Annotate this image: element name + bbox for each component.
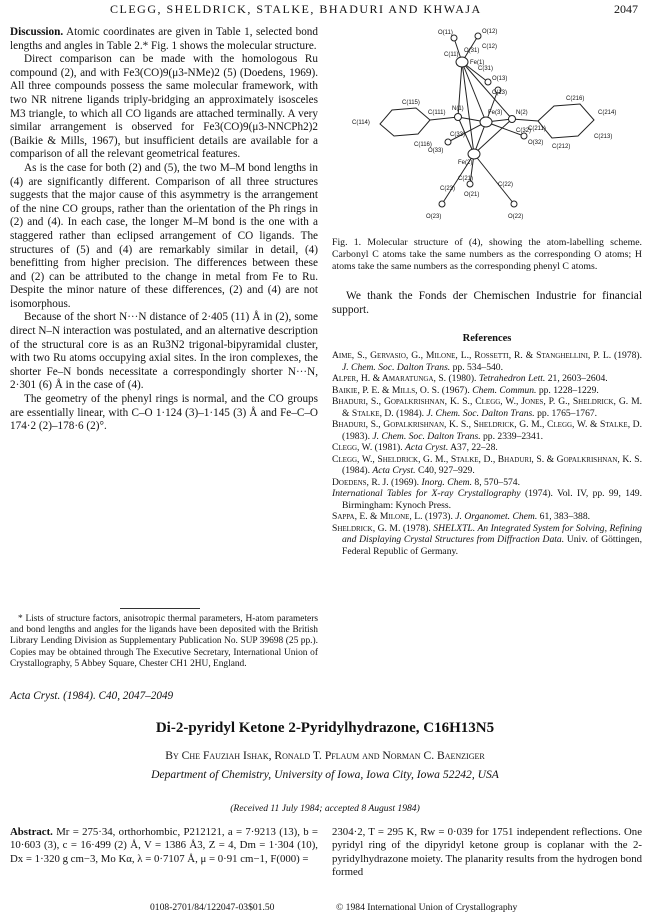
atom-label: C(21) [458, 176, 474, 182]
discussion-heading: Discussion. [10, 26, 64, 38]
reference-journal: Chem. Commun. [472, 384, 537, 396]
reference-details: pp. 1765–1767. [537, 407, 598, 419]
atom-label: C(31) [478, 66, 494, 72]
atom-label: C(216) [566, 96, 585, 102]
reference-authors: Doedens, R. J. (1969). [332, 476, 420, 488]
reference-item [332, 385, 642, 397]
discussion-paragraph-4: Because of the short N···N distance of 2·405 (11) Å in (2), some direct N–N interaction was postulated, and an alternative description of the structural core is as an Ru3N2 trigonal-bipyramidal cluster, with two Ru atoms occupying axial sites. In the iron complexes, the shorter Fe–N bonds necessitate a correspondingly shorter N···N, 2·301 (6) Å in the case of (4). [10, 311, 318, 392]
reference-journal: J. Organomet. Chem. [455, 511, 538, 522]
atom-label: O(12) [482, 29, 498, 35]
reference-journal: J. Chem. Soc. Dalton Trans. [342, 361, 451, 373]
footnote-text: * Lists of structure factors, anisotropic thermal parameters, H-atom parameters and bond lengths and angles for the ligands have been deposited with the British Library Lending Division as Supplementary Publication No. SUP 39698 (25 pp.). Copies may be obtained through The Executive Secretary, International Union of Crystallography, 5 Abbey Square, Chester CH1 2HU, England. [10, 614, 318, 669]
reference-authors: Aime, S., Gervasio, G., Milone, L., Rossetti, R. & Stanghellini, P. L. (1978). [332, 350, 642, 361]
atom-label: O(21) [464, 192, 480, 198]
atom-label: C(22) [498, 182, 514, 188]
atom-label: C(114) [352, 120, 370, 126]
reference-details: 61, 383–388. [539, 511, 591, 522]
reference-authors: Alper, H. & Amaratunga, S. (1980). [332, 373, 477, 384]
left-column [10, 26, 318, 434]
reference-authors: Baikie, P. E. & Mills, O. S. (1967). [332, 384, 470, 396]
atom-label: Fe(1) [470, 60, 485, 66]
article-received: (Received 11 July 1984; accepted 8 August 1984) [230, 803, 420, 814]
reference-authors: Sheldrick, G. M. (1978). [332, 522, 431, 534]
reference-item [332, 442, 642, 454]
reference-authors: Sappa, E. & Milone, L. (1973). [332, 511, 453, 522]
discussion-paragraph-2: Direct comparison can be made with the homologous Ru compound (2), and with Fe3(CO)9(μ3-NMe)2 (5) (Doedens, 1969). All three compounds possess the same molecular framework, with two NR nitrene ligands triply-bridging an approximately isosceles M3 triangle, to which all CO ligands are attached terminally. A very similar arrangement is observed for Fe3(CO)9(μ3-NNCPh2)2 (Baikie & Mills, 1967), but insufficient details are available for a comparison of all the relevant geometrical features. [10, 53, 318, 161]
fe2-atom [468, 149, 480, 159]
reference-details: 21, 2603–2604. [547, 373, 608, 384]
atom-label: C(213) [594, 134, 613, 140]
atom-label: O(31) [464, 48, 480, 54]
reference-item [332, 488, 642, 511]
reference-item [332, 523, 642, 558]
page-number: 2047 [614, 2, 638, 16]
fe3-atom [480, 117, 492, 127]
reference-journal: SHELXTL. An Integrated System for Solving, Refining and Displaying Crystal Structures from Diffraction Data. [342, 522, 642, 545]
article-citation: Acta Cryst. (1984). C40, 2047–2049 [10, 690, 174, 702]
atom-label: O(13) [492, 76, 508, 82]
reference-authors: Clegg, W. (1981). [332, 442, 403, 453]
reference-journal: J. Chem. Soc. Dalton Trans. [426, 407, 535, 419]
reference-journal: International Tables for X-ray Crystallography [332, 488, 521, 499]
atom-label: O(22) [508, 214, 524, 220]
atom-label: O(11) [438, 30, 453, 36]
reference-journal: Tetrahedron Lett. [478, 373, 546, 384]
reference-authors: Clegg, W., Sheldrick, G. M., Stalke, D., Bhaduri, S. & Gopalkrishnan, K. S. (1984). [332, 453, 642, 476]
reference-item [332, 511, 642, 523]
running-title: CLEGG, SHELDRICK, STALKE, BHADURI AND KHWAJA [110, 2, 482, 16]
reference-details: pp. 534–540. [452, 361, 503, 373]
atom-label: C(11) [444, 52, 459, 58]
reference-journal: Inorg. Chem. [421, 476, 472, 488]
discussion-paragraph-5: The geometry of the phenyl rings is normal, and the CO groups are essentially linear, with C–O 1·124 (3)–1·145 (3) Å and Fe–C–O 174·2 (2)–178·6 (2)°. [10, 393, 318, 433]
abstract-label: Abstract. [10, 826, 53, 838]
atom-label: C(211) [528, 126, 546, 132]
atom-label: C(111) [428, 110, 446, 116]
footnote [10, 614, 318, 670]
reference-journal: Acta Cryst. [372, 465, 416, 476]
atom-label: N(2) [516, 110, 528, 116]
reference-item [332, 477, 642, 489]
atom-label: Fe(2) [458, 160, 473, 166]
reference-details: pp. 1228–1229. [538, 384, 599, 396]
reference-item [332, 373, 642, 385]
article-affiliation: Department of Chemistry, University of Iowa, Iowa City, Iowa 52242, USA [151, 768, 499, 781]
discussion-paragraph-3: As is the case for both (2) and (5), the two M–M bond lengths in (4) are significantly different. Comparison of all three structures suggests that the major cause of this asymmetry is the arrangement of the nine CO groups, rather than the orientation of the Ph rings in (2) and (4). In each case, the longer M–M bond is the one with a staggered rather than eclipsed arrangement of CO ligands. The structures of (5) and (4) are remarkably similar in detail, (4) benefitting from higher precision. The differences between these and (2) can be attributed to the change in metal from Fe to Ru. Despite the minor nature of these differences, (2) and (4) are not isomorphous. [10, 161, 318, 310]
abstract-left-text: Mr = 275·34, orthorhombic, P212121, a = 7·9213 (13), b = 10·603 (3), c = 16·499 (2) Å, V = 1386 Å3, Z = 4, Dm = 1·304 (10), Dx = 1·320 g cm−3, Mo Kα, λ = 0·7107 Å, μ = 0·91 cm−1, F(000) = [10, 826, 318, 865]
atom-label: C(115) [402, 100, 420, 106]
atom-label: C(12) [482, 44, 498, 50]
atom-label: Fe(3) [488, 110, 503, 116]
footer-copyright: © 1984 International Union of Crystallography [336, 902, 518, 913]
reference-details: Univ. of Göttingen, Federal Republic of Germany. [342, 534, 642, 557]
atom-label: C(212) [552, 144, 571, 150]
reference-item [332, 454, 642, 477]
reference-authors: Bhaduri, S., Gopalkrishnan, K. S., Clegg, W., Jones, P. G., Sheldrick, G. M. & Stalke, D. (1984). [332, 396, 642, 419]
figure-caption: Fig. 1. Molecular structure of (4), showing the atom-labelling scheme. Carbonyl C atoms take the same numbers as the corresponding O atoms; H atoms take the same numbers as the corresponding phenyl C atoms. [332, 237, 642, 272]
atom-label: N(1) [452, 106, 464, 112]
atom-label: C(13) [492, 90, 508, 96]
reference-details: pp. 2339–2341. [483, 430, 543, 442]
atom-label: O(33) [428, 148, 444, 154]
n2-atom [509, 116, 516, 123]
discussion-paragraph-1: Atomic coordinates are given in Table 1, selected bond lengths and angles in Table 2.* Fig. 1 shows the molecular structure. [10, 26, 318, 52]
reference-details: (1974). Vol. IV, pp. 99, 149. Birmingham: Kynoch Press. [342, 488, 642, 511]
abstract-left [10, 826, 318, 866]
reference-details: C40, 927–929. [417, 465, 475, 476]
reference-item [332, 419, 642, 442]
atom-label: O(23) [426, 214, 442, 220]
reference-list [332, 350, 642, 557]
article-title: Di-2-pyridyl Ketone 2-Pyridylhydrazone, C16H13N5 [155, 720, 495, 736]
reference-item [332, 396, 642, 419]
n1-atom [455, 114, 462, 121]
reference-details: 8, 570–574. [474, 476, 520, 488]
footnote-divider [120, 608, 200, 609]
reference-authors: Bhaduri, S., Gopalkrishnan, K. S., Sheldrick, G. M., Clegg, W. & Stalke, D. (1983). [332, 419, 642, 442]
reference-details: A37, 22–28. [450, 442, 498, 453]
atom-label: C(32) [516, 128, 532, 134]
article-authors: By Che Fauziah Ishak, Ronald T. Pflaum and Norman C. Baenziger [165, 749, 485, 762]
reference-item [332, 350, 642, 373]
fe1-atom [456, 57, 468, 67]
atom-label: C(214) [598, 110, 617, 116]
atom-label: O(32) [528, 140, 544, 146]
atom-label: C(33) [450, 132, 466, 138]
abstract-right: 2304·2, T = 295 K, Rw = 0·039 for 1751 independent reflections. One pyridyl ring of the dipyridyl ketone group is coplanar with the 2-pyridylhydrazone moiety. The planarity results from the hydrogen bond formed [332, 826, 642, 878]
atom-label: C(23) [440, 186, 456, 192]
references-heading: References [462, 333, 512, 344]
reference-journal: J. Chem. Soc. Dalton Trans. [372, 430, 481, 442]
footer-code: 0108-2701/84/122047-03$01.50 [150, 902, 275, 913]
reference-journal: Acta Cryst. [405, 442, 449, 453]
molecular-structure-figure [332, 24, 642, 232]
atom-label: C(116) [414, 142, 432, 148]
acknowledgement: We thank the Fonds der Chemischen Industrie for financial support. [332, 290, 642, 316]
